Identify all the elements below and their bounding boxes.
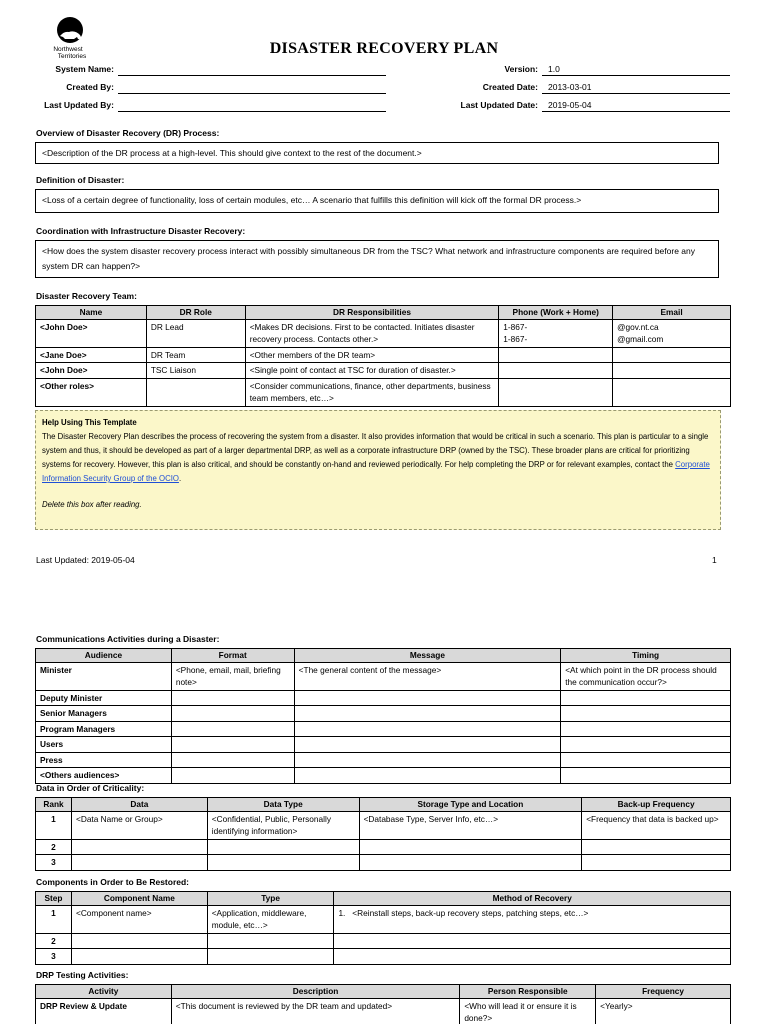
team-cell[interactable]: <Jane Doe> — [36, 347, 147, 363]
team-cell[interactable]: <John Doe> — [36, 363, 147, 379]
comms-cell[interactable] — [171, 737, 294, 753]
components-label: Components in Order to Be Restored: — [36, 877, 190, 887]
table-row — [36, 690, 731, 706]
criticality-cell[interactable]: 1 — [36, 811, 72, 839]
team-cell[interactable]: DR Team — [146, 347, 245, 363]
criticality-cell[interactable] — [71, 855, 207, 871]
comms-header-audience: Audience — [36, 649, 172, 663]
version-label: Version: — [504, 64, 538, 74]
comms-header-message: Message — [294, 649, 561, 663]
criticality-cell[interactable]: 2 — [36, 839, 72, 855]
table-row — [36, 949, 731, 965]
created-by-label: Created By: — [66, 82, 114, 92]
components-header-type: Type — [207, 892, 334, 906]
testing-cell[interactable]: DRP Review & Update — [36, 998, 172, 1024]
comms-cell[interactable]: Press — [36, 752, 172, 768]
created-date-field[interactable]: 2013-03-01 — [542, 80, 730, 94]
team-cell[interactable]: <Other roles> — [36, 378, 147, 406]
testing-cell[interactable]: <This document is reviewed by the DR team and updated> — [171, 998, 460, 1024]
system-name-field[interactable] — [118, 62, 386, 76]
criticality-header-backup: Back-up Frequency — [582, 798, 731, 812]
components-cell[interactable] — [71, 949, 207, 965]
criticality-label: Data in Order of Criticality: — [36, 783, 145, 793]
criticality-cell[interactable] — [71, 839, 207, 855]
comms-cell[interactable]: <The general content of the message> — [294, 662, 561, 690]
components-header-name: Component Name — [71, 892, 207, 906]
created-date-label: Created Date: — [482, 82, 538, 92]
team-cell[interactable] — [613, 378, 731, 406]
table-row — [36, 347, 731, 363]
comms-cell[interactable]: Senior Managers — [36, 706, 172, 722]
team-cell[interactable] — [499, 347, 613, 363]
comms-cell[interactable] — [561, 752, 731, 768]
last-updated-by-label: Last Updated By: — [44, 100, 114, 110]
comms-cell[interactable] — [171, 768, 294, 784]
team-header-phone: Phone (Work + Home) — [499, 306, 613, 320]
help-delete-note: Delete this box after reading. — [42, 500, 142, 509]
table-row — [36, 768, 731, 784]
components-cell[interactable] — [207, 933, 334, 949]
logo-line2: Territories — [57, 53, 87, 60]
last-updated-by-field[interactable] — [118, 98, 386, 112]
testing-label: DRP Testing Activities: — [36, 970, 129, 980]
footer-last-updated: Last Updated: 2019-05-04 — [36, 555, 135, 565]
team-cell[interactable] — [499, 363, 613, 379]
components-cell[interactable]: 2 — [36, 933, 72, 949]
criticality-cell[interactable]: <Frequency that data is backed up> — [582, 811, 731, 839]
team-cell[interactable] — [613, 363, 731, 379]
logo-line1: Northwest — [53, 46, 83, 53]
comms-cell[interactable] — [294, 768, 561, 784]
table-row — [36, 721, 731, 737]
testing-header-person: Person Responsible — [460, 985, 596, 999]
components-header-method: Method of Recovery — [334, 892, 731, 906]
criticality-header-storage: Storage Type and Location — [359, 798, 582, 812]
created-by-field[interactable] — [118, 80, 386, 94]
criticality-cell[interactable]: <Confidential, Public, Personally identifying information> — [207, 811, 359, 839]
team-cell[interactable] — [613, 347, 731, 363]
team-cell[interactable]: <Other members of the DR team> — [245, 347, 499, 363]
comms-cell[interactable] — [171, 706, 294, 722]
components-header-step: Step — [36, 892, 72, 906]
comms-label: Communications Activities during a Disaster: — [36, 634, 220, 644]
page-title: DISASTER RECOVERY PLAN — [269, 40, 499, 57]
table-row — [36, 319, 731, 347]
table-row — [36, 905, 731, 933]
comms-cell[interactable] — [561, 706, 731, 722]
table-row — [36, 811, 731, 839]
team-header-email: Email — [613, 306, 731, 320]
last-updated-date-field[interactable]: 2019-05-04 — [542, 98, 730, 112]
table-row — [36, 378, 731, 406]
testing-cell[interactable]: <Yearly> — [596, 998, 731, 1024]
comms-cell[interactable] — [561, 721, 731, 737]
components-cell[interactable]: 1. <Reinstall steps, back-up recovery steps, patching steps, etc…> — [334, 905, 731, 933]
definition-label: Definition of Disaster: — [36, 175, 125, 185]
criticality-header-rank: Rank — [36, 798, 72, 812]
team-table — [35, 305, 731, 407]
help-heading: Help Using This Template — [42, 418, 137, 427]
comms-cell[interactable]: <At which point in the DR process should the communication occur?> — [561, 662, 731, 690]
criticality-cell[interactable]: <Database Type, Server Info, etc…> — [359, 811, 582, 839]
help-body — [42, 430, 714, 486]
criticality-cell[interactable] — [207, 855, 359, 871]
comms-cell[interactable] — [294, 706, 561, 722]
components-cell[interactable]: <Component name> — [71, 905, 207, 933]
comms-cell[interactable] — [561, 737, 731, 753]
overview-box[interactable]: <Description of the DR process at a high-level. This should give context to the rest of the document.> — [35, 142, 719, 164]
criticality-cell[interactable] — [207, 839, 359, 855]
team-cell[interactable]: @gov.nt.ca @gmail.com — [613, 319, 731, 347]
comms-cell[interactable]: Deputy Minister — [36, 690, 172, 706]
comms-cell[interactable]: Program Managers — [36, 721, 172, 737]
team-cell[interactable]: <Makes DR decisions. First to be contacted. Initiates disaster recovery process. Contacts other.> — [245, 319, 499, 347]
team-cell[interactable]: 1-867- 1-867- — [499, 319, 613, 347]
comms-cell[interactable]: Users — [36, 737, 172, 753]
comms-cell[interactable] — [294, 737, 561, 753]
definition-box[interactable]: <Loss of a certain degree of functionality, loss of certain modules, etc… A scenario that fulfills this definition will kick off the formal DR process.> — [35, 189, 719, 213]
team-cell[interactable]: <Consider communications, finance, other departments, business team members, etc…> — [245, 378, 499, 406]
team-header-name: Name — [36, 306, 147, 320]
comms-cell[interactable]: Minister — [36, 662, 172, 690]
page-number: 1 — [712, 555, 717, 565]
testing-table — [35, 984, 731, 1024]
criticality-cell[interactable] — [359, 839, 582, 855]
criticality-cell[interactable] — [582, 839, 731, 855]
team-cell[interactable]: <John Doe> — [36, 319, 147, 347]
coordination-box[interactable]: <How does the system disaster recovery process interact with possibly simultaneous DR from the TSC? What network and infrastructure components are required before any system DR can happen?> — [35, 240, 719, 278]
components-cell[interactable] — [334, 949, 731, 965]
comms-table — [35, 648, 731, 784]
version-field[interactable]: 1.0 — [542, 62, 730, 76]
table-row — [36, 737, 731, 753]
comms-cell[interactable] — [561, 768, 731, 784]
comms-cell[interactable] — [294, 721, 561, 737]
table-row — [36, 855, 731, 871]
table-row — [36, 662, 731, 690]
table-row — [36, 706, 731, 722]
components-cell[interactable] — [207, 949, 334, 965]
overview-label: Overview of Disaster Recovery (DR) Process: — [36, 128, 220, 138]
comms-cell[interactable]: <Others audiences> — [36, 768, 172, 784]
comms-header-format: Format — [171, 649, 294, 663]
components-cell[interactable]: <Application, middleware, module, etc…> — [207, 905, 334, 933]
criticality-cell[interactable]: <Data Name or Group> — [71, 811, 207, 839]
comms-cell[interactable] — [171, 752, 294, 768]
team-header-role: DR Role — [146, 306, 245, 320]
criticality-cell[interactable] — [359, 855, 582, 871]
table-row — [36, 998, 731, 1024]
components-cell[interactable] — [334, 933, 731, 949]
testing-cell[interactable]: <Who will lead it or ensure it is done?> — [460, 998, 596, 1024]
team-cell[interactable] — [146, 378, 245, 406]
table-row — [36, 363, 731, 379]
team-cell[interactable]: TSC Liaison — [146, 363, 245, 379]
table-row — [36, 933, 731, 949]
criticality-cell[interactable] — [582, 855, 731, 871]
comms-cell[interactable] — [294, 690, 561, 706]
criticality-header-data: Data — [71, 798, 207, 812]
comms-header-timing: Timing — [561, 649, 731, 663]
last-updated-date-label: Last Updated Date: — [460, 100, 538, 110]
help-body-tail: . — [178, 474, 182, 483]
testing-header-frequency: Frequency — [596, 985, 731, 999]
team-cell[interactable]: DR Lead — [146, 319, 245, 347]
team-header-responsibilities: DR Responsibilities — [245, 306, 499, 320]
testing-header-activity: Activity — [36, 985, 172, 999]
testing-header-description: Description — [171, 985, 460, 999]
components-table — [35, 891, 731, 965]
comms-cell[interactable] — [171, 690, 294, 706]
ocio-contact-link[interactable]: Corporate Information Security Group of the OCIO — [42, 460, 710, 483]
system-name-label: System Name: — [55, 64, 114, 74]
criticality-table — [35, 797, 731, 871]
table-row — [36, 839, 731, 855]
comms-cell[interactable] — [171, 721, 294, 737]
help-body-text: The Disaster Recovery Plan describes the process of recovering the system from a disaster. It also provides information that would be critical in such a scenario. This plan is particular to a single system and thus, it should be developed as part of a larger departmental DRP, as well as a corporate infrastructure DRP (owned by the TSC). These broader plans are critical for prioritizing systems for recovery. However, this plan is also critical, and should be constantly on-hand and reviewed periodically. For help completing the DRP or for relevant examples, contact the — [42, 432, 709, 469]
help-box — [35, 410, 721, 530]
coordination-label: Coordination with Infrastructure Disaster Recovery: — [36, 226, 246, 236]
components-cell[interactable]: 3 — [36, 949, 72, 965]
comms-cell[interactable] — [561, 690, 731, 706]
table-row — [36, 752, 731, 768]
components-cell[interactable] — [71, 933, 207, 949]
team-label: Disaster Recovery Team: — [36, 291, 137, 301]
team-cell[interactable] — [499, 378, 613, 406]
comms-cell[interactable]: <Phone, email, mail, briefing note> — [171, 662, 294, 690]
team-cell[interactable]: <Single point of contact at TSC for duration of disaster.> — [245, 363, 499, 379]
comms-cell[interactable] — [294, 752, 561, 768]
criticality-header-type: Data Type — [207, 798, 359, 812]
criticality-cell[interactable]: 3 — [36, 855, 72, 871]
components-cell[interactable]: 1 — [36, 905, 72, 933]
